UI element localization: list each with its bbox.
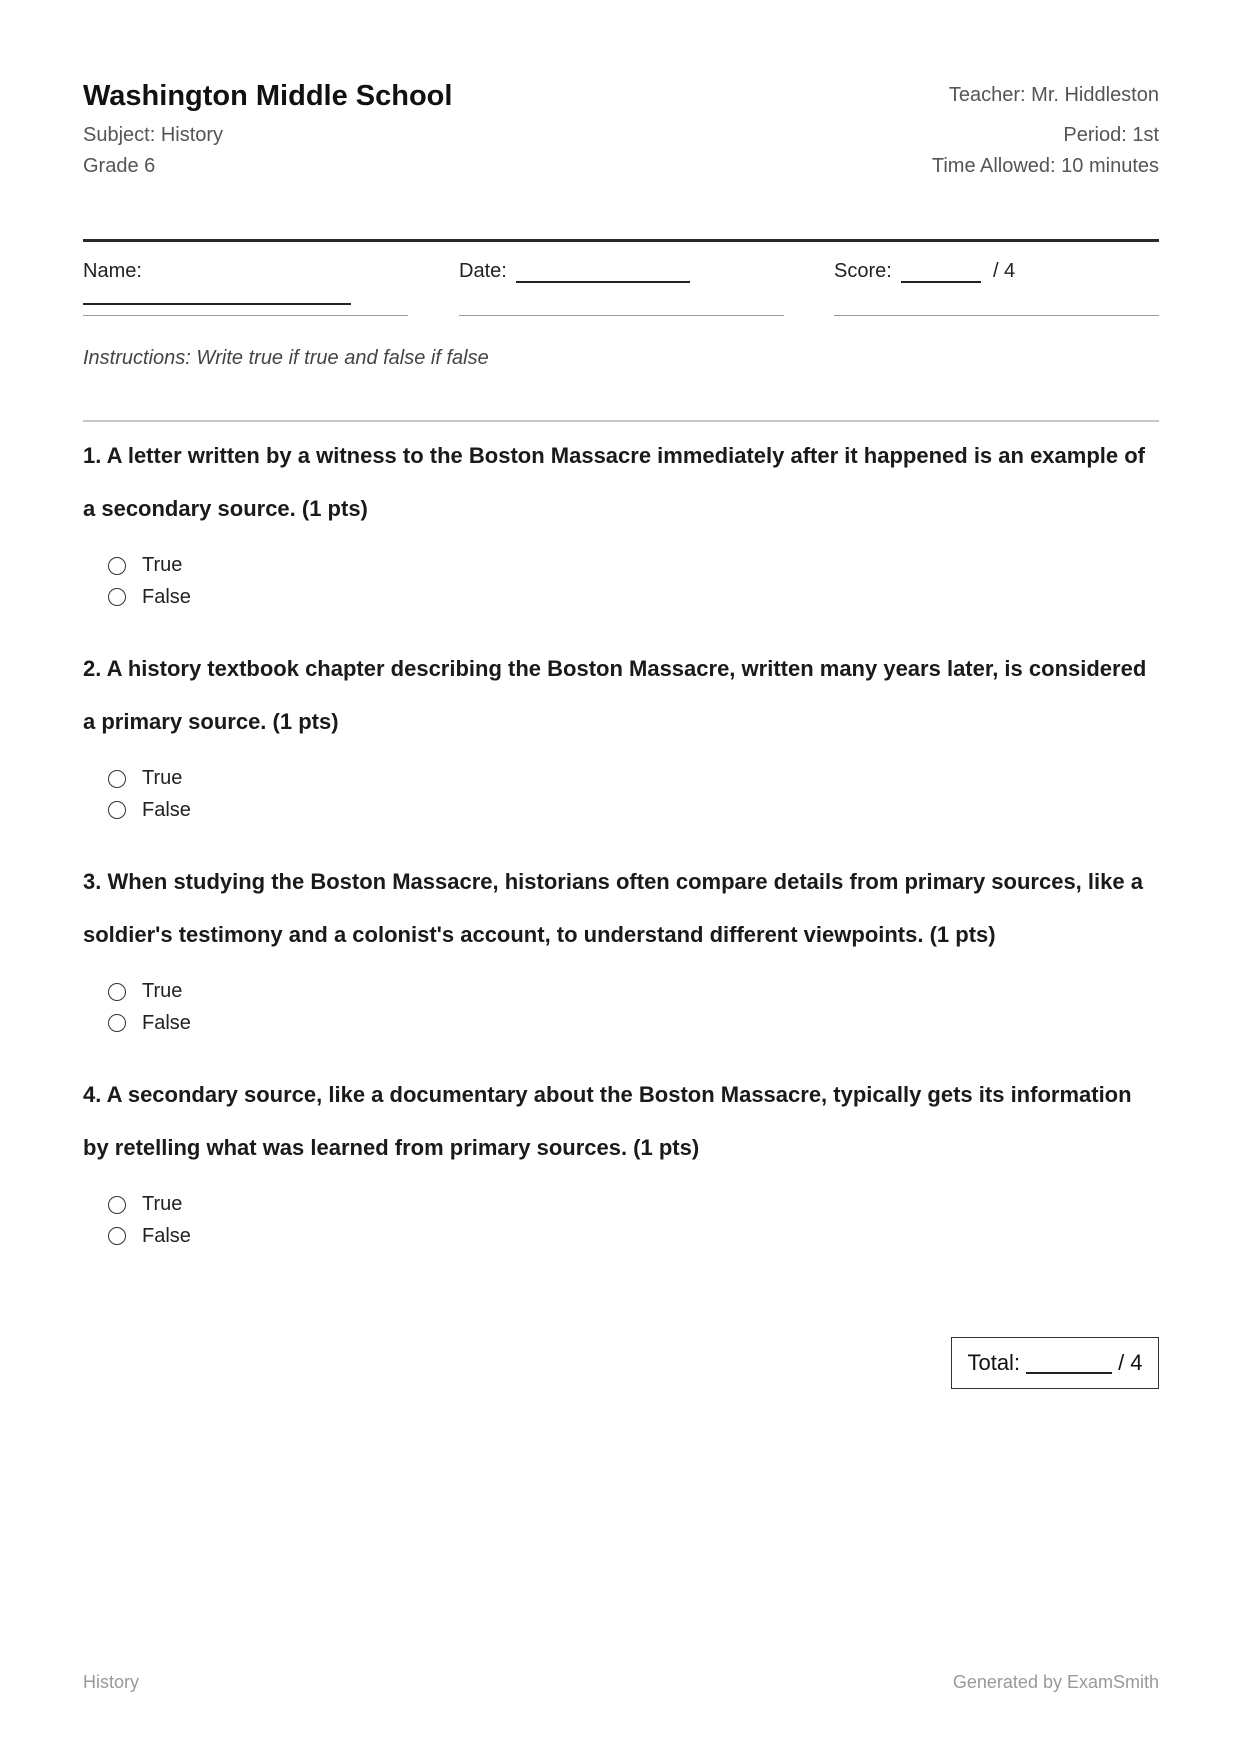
date-blank[interactable] (516, 261, 690, 283)
instructions: Instructions: Write true if true and false if false (83, 347, 489, 369)
total-max: / 4 (1118, 1350, 1143, 1375)
name-field[interactable] (83, 260, 408, 316)
instructions-divider (83, 420, 1159, 422)
name-label: Name: (83, 260, 142, 282)
answer-options (83, 976, 1159, 1039)
option-true[interactable] (108, 976, 1159, 1008)
radio-button[interactable] (108, 801, 126, 819)
school-name: Washington Middle School (83, 80, 453, 112)
question-text: 3. When studying the Boston Massacre, historians often compare details from primary sources, like a soldier's testimony and a colonist's account, to understand different viewpoints. (1 pts) (83, 869, 1143, 947)
total-label: Total: (967, 1350, 1021, 1375)
question-4 (83, 1068, 1159, 1252)
score-label: Score: (834, 260, 892, 282)
option-label: True (142, 1193, 183, 1216)
radio-button[interactable] (108, 1227, 126, 1245)
exam-page (83, 0, 1159, 1754)
score-blank[interactable] (901, 261, 981, 283)
option-label: True (142, 767, 183, 790)
option-false[interactable] (108, 1008, 1159, 1040)
option-label: False (142, 1224, 191, 1247)
option-label: False (142, 798, 191, 821)
footer-subject: History (83, 1672, 140, 1692)
total-box[interactable] (951, 1337, 1159, 1389)
radio-button[interactable] (108, 1196, 126, 1214)
radio-button[interactable] (108, 770, 126, 788)
question-3 (83, 855, 1159, 1039)
answer-options (83, 763, 1159, 826)
option-label: True (142, 554, 183, 577)
option-true[interactable] (108, 550, 1159, 582)
radio-button[interactable] (108, 588, 126, 606)
option-true[interactable] (108, 1189, 1159, 1221)
option-true[interactable] (108, 763, 1159, 795)
question-text: 4. A secondary source, like a documentary about the Boston Massacre, typically gets its information by retelling what was learned from primary sources. (1 pts) (83, 1082, 1132, 1160)
subject-label: Subject: History (83, 124, 224, 146)
name-blank[interactable] (83, 283, 351, 305)
question-2 (83, 642, 1159, 826)
date-label: Date: (459, 260, 507, 282)
question-text: 1. A letter written by a witness to the Boston Massacre immediately after it happened is an example of a secondary source. (1 pts) (83, 443, 1145, 521)
answer-options (83, 1189, 1159, 1252)
option-label: False (142, 1011, 191, 1034)
teacher-label: Teacher: Mr. Hiddleston (948, 84, 1159, 106)
total-blank[interactable] (1026, 1352, 1112, 1374)
option-false[interactable] (108, 1221, 1159, 1253)
radio-button[interactable] (108, 983, 126, 1001)
radio-button[interactable] (108, 1014, 126, 1032)
footer-generator: Generated by ExamSmith (952, 1672, 1159, 1692)
grade-label: Grade 6 (83, 155, 156, 177)
option-false[interactable] (108, 795, 1159, 827)
date-field[interactable] (459, 260, 784, 316)
option-label: True (142, 980, 183, 1003)
time-allowed-label: Time Allowed: 10 minutes (931, 155, 1159, 177)
option-label: False (142, 585, 191, 608)
header-divider (83, 239, 1159, 242)
period-label: Period: 1st (1063, 124, 1159, 146)
question-text: 2. A history textbook chapter describing the Boston Massacre, written many years later, is considered a primary source. (1 pts) (83, 656, 1147, 734)
question-1 (83, 429, 1159, 613)
option-false[interactable] (108, 582, 1159, 614)
radio-button[interactable] (108, 557, 126, 575)
answer-options (83, 550, 1159, 613)
score-field[interactable] (834, 260, 1159, 316)
score-max: / 4 (992, 260, 1016, 282)
